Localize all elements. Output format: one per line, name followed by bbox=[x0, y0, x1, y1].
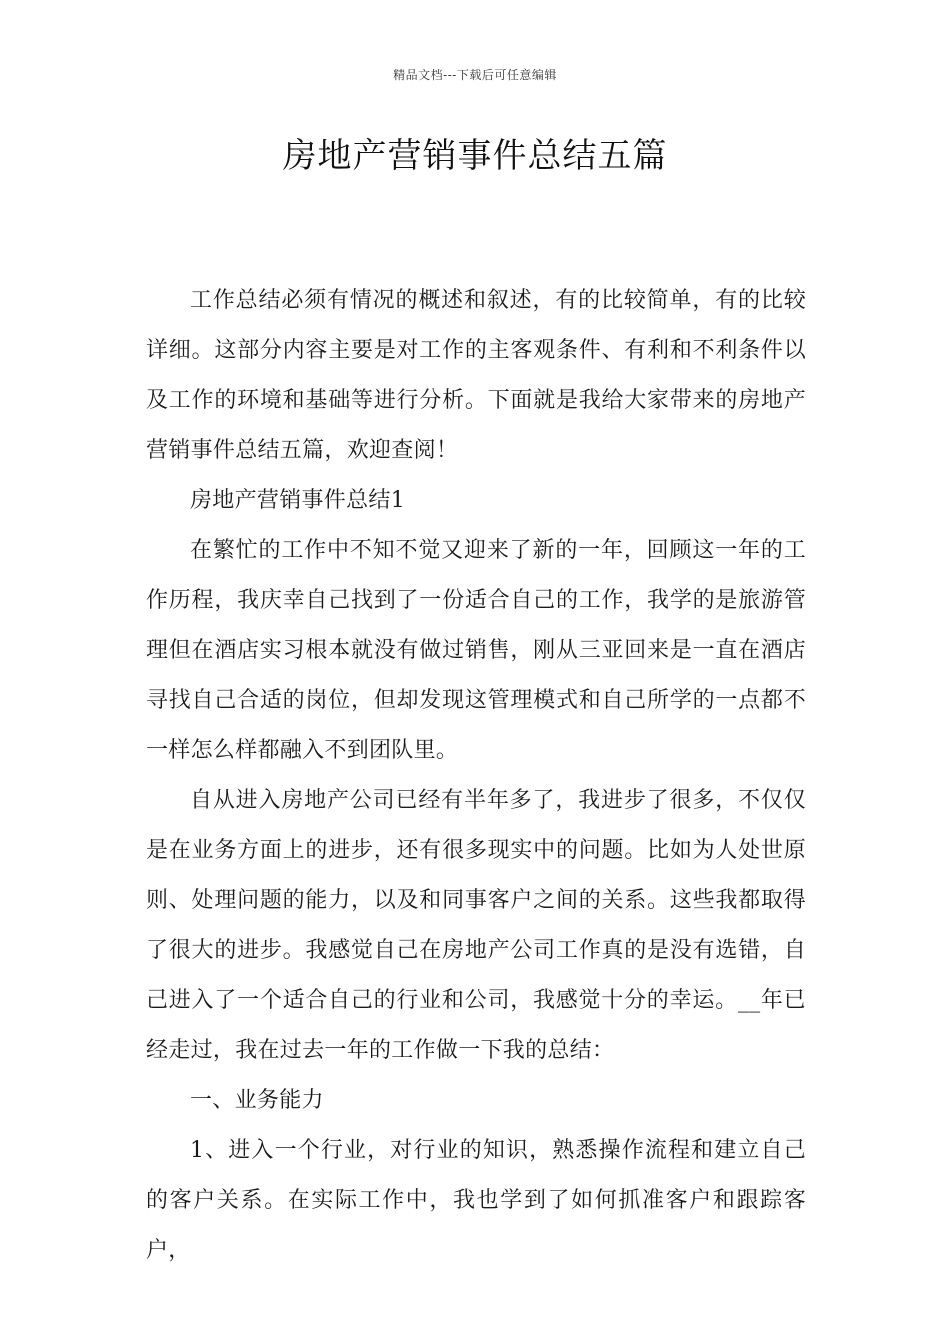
body-paragraph: 自从进入房地产公司已经有半年多了，我进步了很多，不仅仅是在业务方面上的进步，还有很多现实中的问题。比如为人处世原则、处理问题的能力，以及和同事客户之间的关系。这些我都取得了很大的进步。我感觉自己在房地产公司工作真的是没有选错，自己进入了一个适合自己的行业和公司，我感觉十分的幸运。__年已经走过，我在过去一年的工作做一下我的总结： bbox=[146, 788, 806, 1063]
document-title: 房地产营销事件总结五篇 bbox=[282, 136, 668, 176]
section-heading-1: 房地产营销事件总结1 bbox=[190, 488, 405, 513]
subsection-heading: 一、业务能力 bbox=[190, 1088, 324, 1113]
document-body bbox=[146, 276, 806, 1276]
intro-paragraph: 工作总结必须有情况的概述和叙述，有的比较简单，有的比较详细。这部分内容主要是对工作的主客观条件、有利和不利条件以及工作的环境和基础等进行分析。下面就是我给大家带来的房地产营销事件总结五篇，欢迎查阅！ bbox=[146, 288, 806, 463]
header-note: 精品文档---下载后可任意编辑 bbox=[393, 68, 557, 82]
body-paragraph: 在繁忙的工作中不知不觉又迎来了新的一年，回顾这一年的工作历程，我庆幸自己找到了一份适合自己的工作，我学的是旅游管理但在酒店实习根本就没有做过销售，刚从三亚回来是一直在酒店寻找自己合适的岗位，但却发现这管理模式和自己所学的一点都不一样怎么样都融入不到团队里。 bbox=[146, 538, 806, 763]
body-paragraph: 1、进入一个行业，对行业的知识，熟悉操作流程和建立自己的客户关系。在实际工作中，我也学到了如何抓准客户和跟踪客户， bbox=[146, 1138, 806, 1263]
